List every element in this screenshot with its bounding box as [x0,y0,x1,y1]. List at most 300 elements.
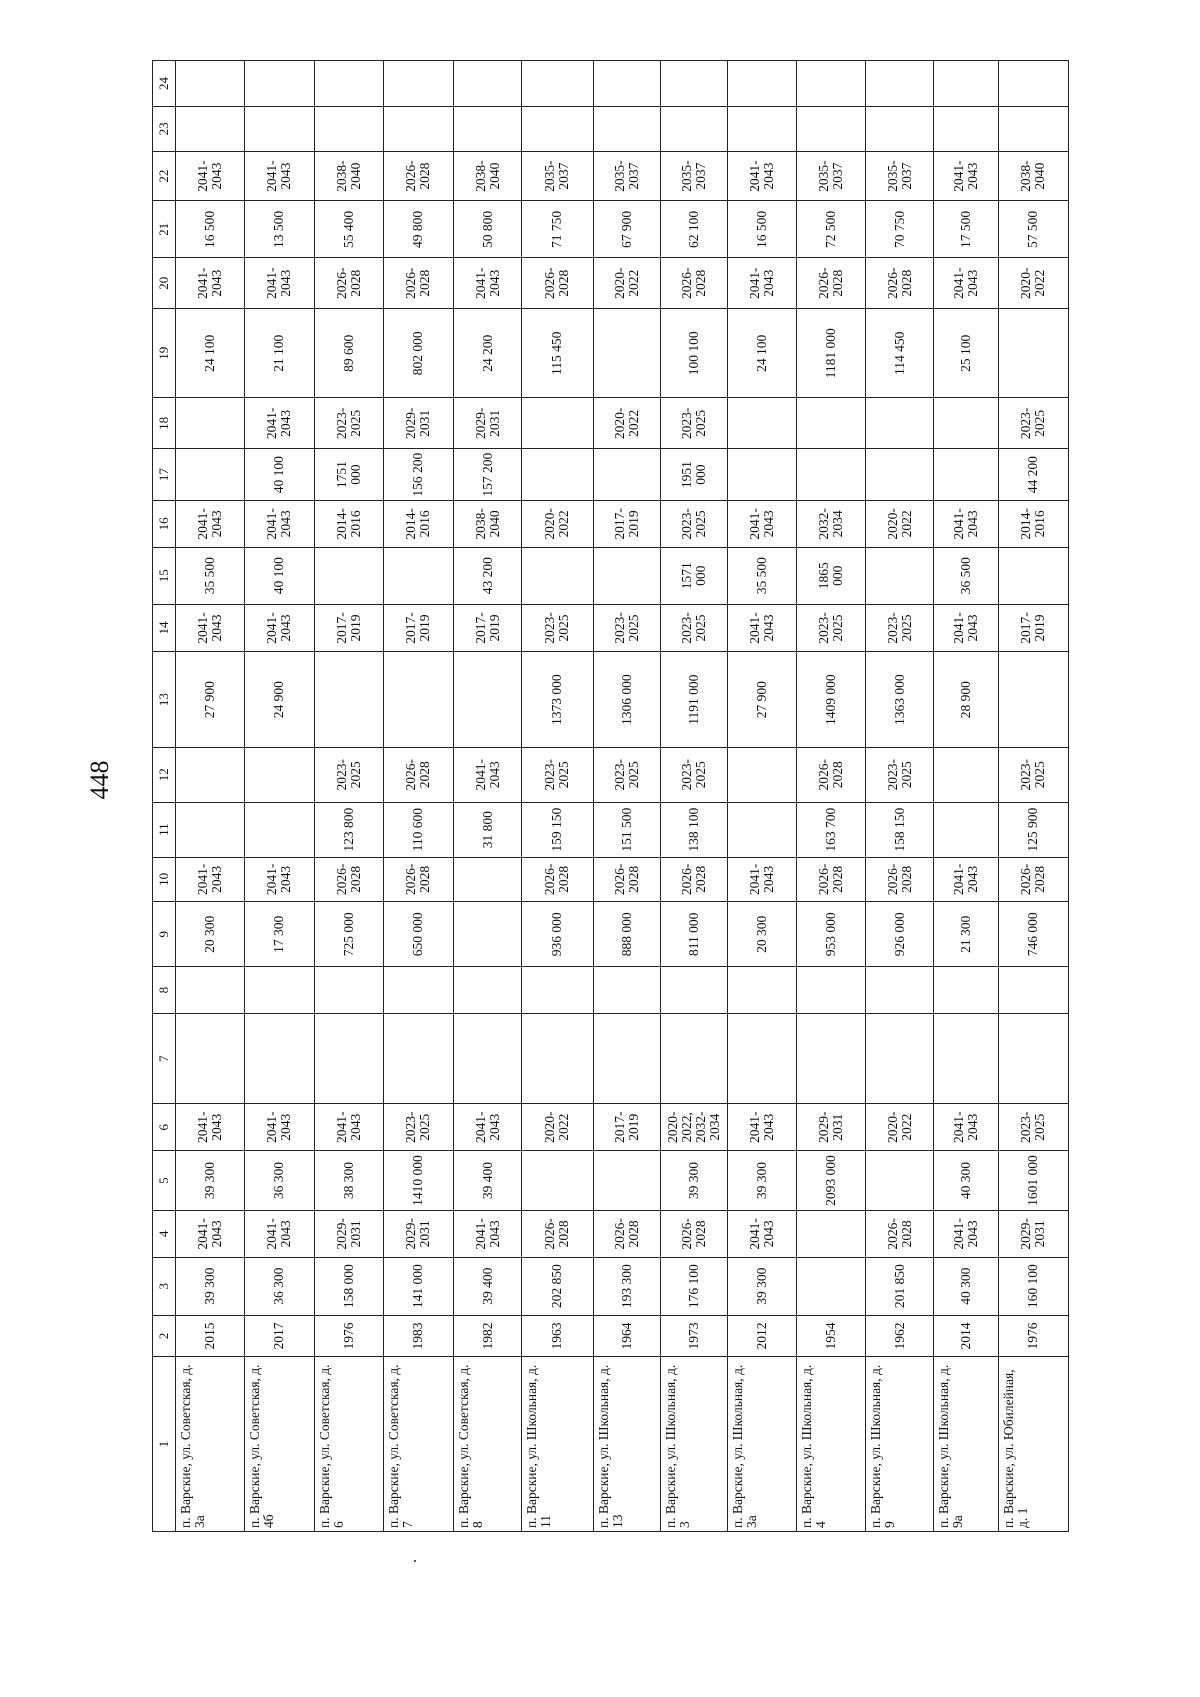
column-header: 14 [153,604,176,652]
table-cell: 43 200 [454,547,522,604]
table-cell: 2026- 2028 [522,857,593,902]
table-cell [245,106,314,151]
table-cell: 16 500 [727,201,796,258]
table-row [454,61,522,1532]
table-cell: 2023- 2025 [866,747,933,802]
table-cell: 2023- 2025 [522,604,593,652]
table-cell [797,967,866,1014]
table-cell: 2026- 2028 [660,1211,727,1258]
table-cell: 36 300 [245,1151,314,1211]
address-cell: п. Варские, ул. Советская, д. 6 [314,1357,383,1532]
column-header: 17 [153,449,176,501]
table-cell [866,1013,933,1103]
table-cell [593,449,660,501]
table-cell: 35 500 [176,547,245,604]
table-cell: 35 500 [727,547,796,604]
table-cell: 2041- 2043 [933,151,998,201]
table-cell: 2026- 2028 [383,747,453,802]
table-cell: 39 300 [176,1151,245,1211]
table-cell [522,449,593,501]
table-cell: 17 300 [245,902,314,967]
table-cell: 2023- 2025 [314,747,383,802]
table-cell [383,1013,453,1103]
address-cell: п. Варские, ул. Советская, д. 4б [245,1357,314,1532]
table-cell: 2029- 2031 [454,398,522,449]
table-cell: 39 400 [454,1257,522,1315]
table-cell: 2023- 2025 [660,501,727,548]
table-cell: 2029- 2031 [314,1211,383,1258]
table-cell: 20 300 [727,902,796,967]
table-cell: 2041- 2043 [245,151,314,201]
table-row [383,61,453,1532]
table-cell [176,967,245,1014]
table-cell: 2023- 2025 [866,604,933,652]
table-cell: 16 500 [176,201,245,258]
table-cell: 2041- 2043 [933,501,998,548]
table-cell [383,652,453,747]
table-cell: 2023- 2025 [383,1104,453,1151]
table-cell [998,309,1068,398]
column-header: 13 [153,652,176,747]
table-cell: 2015 [176,1315,245,1357]
table-cell: 24 100 [727,309,796,398]
table-cell [998,547,1068,604]
table-row [245,61,314,1532]
table-cell: 40 300 [933,1151,998,1211]
table-cell: 2026- 2028 [383,151,453,201]
table-cell [383,547,453,604]
table-cell: 193 300 [593,1257,660,1315]
table-cell: 2017- 2019 [314,604,383,652]
table-cell: 158 000 [314,1257,383,1315]
table-cell: 2026- 2028 [314,258,383,309]
table-row [866,61,933,1532]
table-cell [593,1151,660,1211]
table-cell [454,652,522,747]
table-cell: 2026- 2028 [866,258,933,309]
table-cell: 100 100 [660,309,727,398]
table-cell [314,547,383,604]
table-cell: 2017- 2019 [454,604,522,652]
table-cell: 2026- 2028 [383,258,453,309]
address-cell: п. Варские, ул. Советская, д. 3а [176,1357,245,1532]
table-cell [998,61,1068,107]
table-cell [727,802,796,857]
table-cell: 2041- 2043 [176,501,245,548]
table-cell: 2012 [727,1315,796,1357]
column-header: 3 [153,1257,176,1315]
scan-dot [414,1560,416,1562]
table-cell: 71 750 [522,201,593,258]
table-row [998,61,1068,1532]
table-cell [866,398,933,449]
table-cell: 2029- 2031 [797,1104,866,1151]
table-cell: 2041- 2043 [727,151,796,201]
table-cell [245,61,314,107]
table-cell [727,449,796,501]
table-cell [176,398,245,449]
column-header: 2 [153,1315,176,1357]
table-cell [314,106,383,151]
table-cell: 2041- 2043 [176,1211,245,1258]
table-cell [866,106,933,151]
table-cell [245,1013,314,1103]
table-cell: 2020- 2022 [593,398,660,449]
address-cell: п. Варские, ул. Школьная, д. 11 [522,1357,593,1532]
table-cell: 24 200 [454,309,522,398]
column-header: 8 [153,967,176,1014]
table-cell: 1363 000 [866,652,933,747]
table-cell: 1964 [593,1315,660,1357]
table-cell: 25 100 [933,309,998,398]
table-cell: 2023- 2025 [660,747,727,802]
table-cell: 2041- 2043 [933,604,998,652]
table-cell: 2041- 2043 [727,501,796,548]
table-cell [933,398,998,449]
table-cell [383,967,453,1014]
table-cell: 2035- 2037 [797,151,866,201]
table-row [593,61,660,1532]
table-cell [314,61,383,107]
rotated-table-container [152,60,1069,1532]
table-cell: 2041- 2043 [245,604,314,652]
table-cell: 1982 [454,1315,522,1357]
table-cell [593,967,660,1014]
table-cell: 1973 [660,1315,727,1357]
table-cell: 2041- 2043 [933,1211,998,1258]
page-number: 448 [85,760,114,800]
table-cell [933,61,998,107]
column-header: 16 [153,501,176,548]
table-cell [383,61,453,107]
table-cell: 17 500 [933,201,998,258]
column-header: 4 [153,1211,176,1258]
column-header: 7 [153,1013,176,1103]
table-cell: 36 500 [933,547,998,604]
table-cell [176,61,245,107]
column-header: 5 [153,1151,176,1211]
table-cell: 746 000 [998,902,1068,967]
table-cell: 953 000 [797,902,866,967]
column-header: 21 [153,201,176,258]
table-cell: 2026- 2028 [797,258,866,309]
address-cell: п. Варские, ул. Школьная, д. 13 [593,1357,660,1532]
table-cell: 38 300 [314,1151,383,1211]
table-cell: 725 000 [314,902,383,967]
table-cell [727,106,796,151]
table-cell: 2035- 2037 [660,151,727,201]
table-cell [866,967,933,1014]
table-cell: 57 500 [998,201,1068,258]
table-cell [933,747,998,802]
table-cell: 2041- 2043 [454,1211,522,1258]
table-row [660,61,727,1532]
table-cell: 27 900 [176,652,245,747]
table-cell: 2017 [245,1315,314,1357]
table-cell: 1983 [383,1315,453,1357]
table-cell [454,967,522,1014]
table-cell: 62 100 [660,201,727,258]
table-cell: 40 100 [245,547,314,604]
table-cell: 2026- 2028 [660,857,727,902]
table-cell: 2041- 2043 [454,747,522,802]
table-cell [522,547,593,604]
table-cell: 2041- 2043 [245,258,314,309]
table-cell: 1601 000 [998,1151,1068,1211]
table-cell: 1865 000 [797,547,866,604]
table-cell: 2023- 2025 [660,398,727,449]
table-cell [797,1013,866,1103]
table-cell [314,967,383,1014]
table-cell [593,547,660,604]
table-cell: 44 200 [998,449,1068,501]
table-cell [797,106,866,151]
table-cell: 2020- 2022 [593,258,660,309]
table-cell: 2023- 2025 [660,604,727,652]
table-cell: 2041- 2043 [454,258,522,309]
table-cell [933,967,998,1014]
table-cell [245,967,314,1014]
table-cell: 39 300 [727,1151,796,1211]
table-cell: 24 900 [245,652,314,747]
table-cell: 1976 [998,1315,1068,1357]
column-header: 6 [153,1104,176,1151]
table-cell [522,1151,593,1211]
table-cell: 1410 000 [383,1151,453,1211]
table-cell: 125 900 [998,802,1068,857]
table-cell [998,106,1068,151]
table-cell: 2041- 2043 [933,857,998,902]
table-cell [593,61,660,107]
table-cell: 1954 [797,1315,866,1357]
table-row [933,61,998,1532]
table-cell: 2041- 2043 [454,1104,522,1151]
address-cell: п. Варские, ул. Школьная, д. 9а [933,1357,998,1532]
table-cell: 151 500 [593,802,660,857]
table-cell: 2026- 2028 [797,747,866,802]
table-cell: 2032- 2034 [797,501,866,548]
table-cell: 2093 000 [797,1151,866,1211]
table-cell: 2014- 2016 [998,501,1068,548]
table-cell [933,802,998,857]
table-cell: 2023- 2025 [314,398,383,449]
table-cell [727,967,796,1014]
table-cell: 202 850 [522,1257,593,1315]
table-cell: 2023- 2025 [998,1104,1068,1151]
table-cell: 20 300 [176,902,245,967]
table-cell: 2041- 2043 [933,1104,998,1151]
table-cell: 936 000 [522,902,593,967]
table-cell [454,106,522,151]
table-cell: 115 450 [522,309,593,398]
column-header: 15 [153,547,176,604]
table-cell: 2023- 2025 [998,747,1068,802]
table-cell: 2041- 2043 [727,604,796,652]
table-cell: 21 100 [245,309,314,398]
table-cell: 2026- 2028 [593,1211,660,1258]
table-cell: 157 200 [454,449,522,501]
table-cell: 2020- 2022 [998,258,1068,309]
table-cell: 31 800 [454,802,522,857]
table-cell [176,1013,245,1103]
table-cell: 2014- 2016 [383,501,453,548]
table-cell: 123 800 [314,802,383,857]
column-header: 11 [153,802,176,857]
table-cell: 2041- 2043 [245,1211,314,1258]
table-cell [797,1257,866,1315]
table-cell: 2041- 2043 [314,1104,383,1151]
address-cell: п. Варские, ул. Школьная, д. 3 [660,1357,727,1532]
table-cell: 2017- 2019 [593,501,660,548]
table-cell: 24 100 [176,309,245,398]
address-cell: п. Варские, ул. Школьная, д. 4 [797,1357,866,1532]
table-cell: 2041- 2043 [727,258,796,309]
table-cell: 158 150 [866,802,933,857]
table-cell: 67 900 [593,201,660,258]
table-cell: 2038- 2040 [454,151,522,201]
table-cell: 2026- 2028 [660,258,727,309]
table-cell [245,747,314,802]
table-cell: 159 150 [522,802,593,857]
table-cell: 1373 000 [522,652,593,747]
table-cell: 2020- 2022 [866,1104,933,1151]
table-cell [933,1013,998,1103]
table-cell [660,106,727,151]
table-cell [797,398,866,449]
table-cell: 2026- 2028 [866,1211,933,1258]
table-cell: 2026- 2028 [866,857,933,902]
table-cell [176,747,245,802]
table-cell: 141 000 [383,1257,453,1315]
table-cell [522,967,593,1014]
column-header: 19 [153,309,176,398]
table-cell: 1181 000 [797,309,866,398]
table-cell [866,547,933,604]
table-cell [176,449,245,501]
column-header: 23 [153,106,176,151]
table-cell: 39 300 [660,1151,727,1211]
table-cell [454,1013,522,1103]
table-cell: 2020- 2022, 2032- 2034 [660,1104,727,1151]
table-cell [866,449,933,501]
table-cell [727,747,796,802]
table-cell: 2029- 2031 [383,398,453,449]
address-cell: п. Варские, ул. Юбилейная, д. 1 [998,1357,1068,1532]
table-cell: 1951 000 [660,449,727,501]
table-cell: 55 400 [314,201,383,258]
table-cell [727,398,796,449]
table-cell: 176 100 [660,1257,727,1315]
table-cell: 72 500 [797,201,866,258]
table-cell: 2023- 2025 [522,747,593,802]
table-cell [797,449,866,501]
table-cell [245,802,314,857]
table-cell [522,398,593,449]
table-cell [314,652,383,747]
table-cell: 110 600 [383,802,453,857]
table-cell: 2041- 2043 [176,151,245,201]
table-cell: 2017- 2019 [383,604,453,652]
table-cell [933,106,998,151]
table-cell: 163 700 [797,802,866,857]
table-cell: 2041- 2043 [176,857,245,902]
table-cell: 2041- 2043 [727,1104,796,1151]
table-cell [866,1151,933,1211]
table-cell: 2020- 2022 [522,501,593,548]
table-cell [727,1013,796,1103]
column-header: 20 [153,258,176,309]
table-cell: 2014 [933,1315,998,1357]
table-cell: 2041- 2043 [245,398,314,449]
table-cell [593,106,660,151]
column-header: 12 [153,747,176,802]
table-cell [454,857,522,902]
table-cell: 650 000 [383,902,453,967]
table-cell: 201 850 [866,1257,933,1315]
table-cell: 2023- 2025 [998,398,1068,449]
table-cell: 2026- 2028 [522,1211,593,1258]
table-cell: 2020- 2022 [522,1104,593,1151]
table-cell: 2035- 2037 [593,151,660,201]
header-row [153,61,176,1532]
table-cell: 2041- 2043 [727,1211,796,1258]
table-cell [797,61,866,107]
table-cell: 89 600 [314,309,383,398]
table-cell: 2014- 2016 [314,501,383,548]
table-cell: 2041- 2043 [176,604,245,652]
table-cell: 2029- 2031 [998,1211,1068,1258]
table-row [176,61,245,1532]
table-cell: 2038- 2040 [454,501,522,548]
data-table [152,60,1069,1532]
table-cell: 2041- 2043 [245,501,314,548]
table-cell: 50 800 [454,201,522,258]
table-cell [522,1013,593,1103]
table-cell: 1962 [866,1315,933,1357]
table-cell: 2026- 2028 [593,857,660,902]
table-cell: 1306 000 [593,652,660,747]
table-cell: 2041- 2043 [176,258,245,309]
table-cell [933,449,998,501]
table-cell: 2026- 2028 [522,258,593,309]
column-header: 24 [153,61,176,107]
table-cell: 1409 000 [797,652,866,747]
table-cell [454,902,522,967]
address-cell: п. Варские, ул. Школьная, д. 3а [727,1357,796,1532]
table-cell: 2035- 2037 [866,151,933,201]
table-cell: 114 450 [866,309,933,398]
table-cell: 1976 [314,1315,383,1357]
table-cell: 21 300 [933,902,998,967]
table-cell [383,106,453,151]
table-cell: 2020- 2022 [866,501,933,548]
table-cell [176,802,245,857]
table-cell [176,106,245,151]
column-header: 22 [153,151,176,201]
column-header: 9 [153,902,176,967]
column-header: 10 [153,857,176,902]
table-cell [998,652,1068,747]
table-cell [660,61,727,107]
table-cell [727,61,796,107]
table-cell [866,61,933,107]
table-cell [660,967,727,1014]
address-cell: п. Варские, ул. Советская, д. 7 [383,1357,453,1532]
table-cell: 811 000 [660,902,727,967]
table-cell: 13 500 [245,201,314,258]
table-cell: 28 900 [933,652,998,747]
table-cell: 2017- 2019 [998,604,1068,652]
